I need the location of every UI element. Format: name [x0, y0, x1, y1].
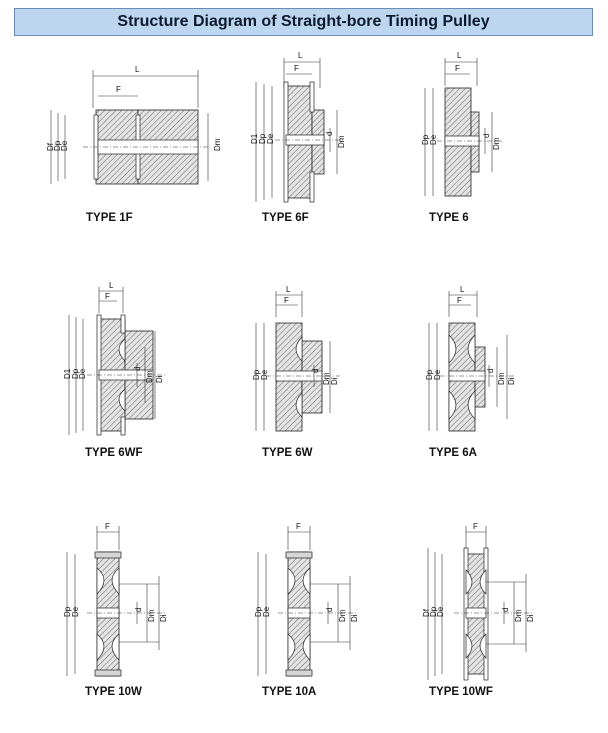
type-6a-label-dm: Dm — [497, 372, 506, 385]
type-6wf-drawing — [55, 283, 235, 443]
type-10wf-caption: TYPE 10WF — [429, 686, 493, 698]
type-6f-label-de: De — [266, 133, 275, 144]
type-10w-label-di: Di — [159, 614, 168, 622]
type-6wf-label-d: d — [133, 366, 142, 371]
diagram-type-10w — [55, 522, 235, 702]
type-10wf-label-f: F — [473, 522, 478, 531]
type-1f-drawing — [38, 58, 222, 208]
type-6wf-label-di: Di — [155, 375, 164, 383]
type-10a-drawing — [242, 522, 422, 682]
type-10a-label-de: De — [262, 606, 271, 617]
type-6a-drawing — [415, 287, 595, 447]
type-6f-label-f: F — [294, 64, 299, 73]
type-6-drawing — [415, 48, 595, 208]
diagram-type-1f — [38, 58, 222, 224]
type-6wf-caption: TYPE 6WF — [85, 447, 143, 459]
title-bar — [14, 8, 593, 36]
diagram-type-6a — [415, 287, 595, 463]
type-1f-label-de: De — [60, 140, 69, 151]
diagram-type-6wf — [55, 283, 235, 463]
type-6f-drawing — [240, 48, 420, 208]
type-6w-label-de: De — [260, 369, 269, 380]
diagram-type-6w — [242, 287, 422, 463]
diagram-type-10a — [242, 522, 422, 702]
type-6-label-dp: Dp — [421, 134, 430, 145]
type-10a-label-di: Di — [350, 614, 359, 622]
type-6wf-label-de: De — [78, 368, 87, 379]
diagram-type-6f — [240, 48, 420, 224]
type-6a-label-l: L — [460, 285, 465, 294]
type-10w-caption: TYPE 10W — [85, 686, 142, 698]
type-6w-label-dp: Dp — [252, 369, 261, 380]
type-6f-label-l: L — [298, 51, 303, 60]
type-6f-label-d1: D1 — [250, 133, 259, 144]
type-10wf-label-dm: Dm — [514, 609, 523, 622]
type-10a-caption: TYPE 10A — [262, 686, 317, 698]
type-6a-label-f: F — [457, 296, 462, 305]
type-6f-caption: TYPE 6F — [262, 212, 309, 224]
type-10wf-drawing — [410, 522, 590, 682]
type-6wf-label-d1: D1 — [63, 368, 72, 379]
type-10a-label-dp: Dp — [254, 606, 263, 617]
type-6-label-f: F — [455, 64, 460, 73]
type-10w-drawing — [55, 522, 235, 682]
type-6w-label-dm: Dm — [322, 372, 331, 385]
type-6wf-label-dm: Dm — [145, 370, 154, 383]
type-10w-label-de: De — [71, 606, 80, 617]
type-6w-label-di: Di — [330, 377, 339, 385]
type-6a-label-de: De — [433, 369, 442, 380]
type-10wf-label-d: d — [501, 607, 510, 612]
type-6wf-label-l: L — [109, 281, 114, 290]
type-6w-label-f: F — [284, 296, 289, 305]
type-10wf-label-dp: Dp — [429, 606, 438, 617]
type-6wf-label-dp: Dp — [71, 368, 80, 379]
type-1f-label-dp: Dp — [53, 140, 62, 151]
type-6a-label-d: d — [486, 368, 495, 373]
type-1f-label-df: Df — [46, 143, 55, 151]
type-6wf-label-f: F — [105, 292, 110, 301]
type-10w-label-f: F — [105, 522, 110, 531]
type-6w-label-d: d — [311, 368, 320, 373]
type-1f-label-dm: Dm — [213, 138, 222, 151]
type-10wf-label-de: De — [436, 606, 445, 617]
type-10a-label-d: d — [325, 607, 334, 612]
type-6f-label-dp: Dp — [258, 133, 267, 144]
type-6w-label-l: L — [286, 285, 291, 294]
type-6a-caption: TYPE 6A — [429, 447, 477, 459]
type-1f-label-f: F — [116, 85, 121, 94]
type-6-label-d: d — [482, 133, 491, 138]
type-1f-label-l: L — [135, 65, 140, 74]
page-title: Structure Diagram of Straight-bore Timing Pulley — [117, 13, 490, 30]
type-6-label-l: L — [457, 51, 462, 60]
type-10w-label-dm: Dm — [147, 609, 156, 622]
type-10w-label-d: d — [134, 607, 143, 612]
type-6w-caption: TYPE 6W — [262, 447, 313, 459]
type-10a-label-dm: Dm — [338, 609, 347, 622]
type-6a-label-dp: Dp — [425, 369, 434, 380]
type-10wf-label-df: Df — [422, 609, 431, 617]
type-6a-label-di: Di — [507, 377, 516, 385]
type-6f-label-d: d — [325, 131, 334, 136]
type-10a-label-f: F — [296, 522, 301, 531]
type-1f-caption: TYPE 1F — [86, 212, 133, 224]
type-6-label-dm: Dm — [492, 137, 501, 150]
type-6f-label-dm: Dm — [337, 135, 346, 148]
diagram-type-6 — [415, 48, 595, 224]
type-6w-drawing — [242, 287, 422, 447]
type-10wf-label-di: Di — [526, 614, 535, 622]
type-6-caption: TYPE 6 — [429, 212, 469, 224]
type-10w-label-dp: Dp — [63, 606, 72, 617]
diagram-type-10wf — [410, 522, 590, 702]
type-6-label-de: De — [429, 134, 438, 145]
